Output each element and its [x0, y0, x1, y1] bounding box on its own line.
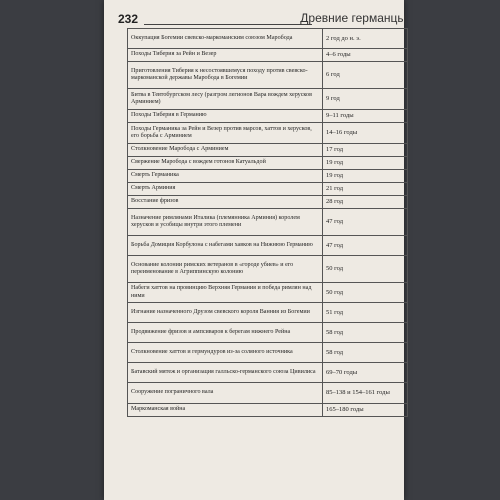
event-cell: Свержение Маробода с вождем готонов Катуальдой	[128, 157, 323, 170]
date-cell: 85–138 и 154–161 годы	[323, 383, 408, 404]
date-cell: 21 год	[323, 183, 408, 196]
date-cell: 4–6 годы	[323, 49, 408, 62]
event-cell: Восстание фризов	[128, 196, 323, 209]
event-cell: Походы Тиберия за Рейн и Везер	[128, 49, 323, 62]
event-cell: Смерть Арминия	[128, 183, 323, 196]
event-cell: Борьба Домиция Корбулона с набегами хавков на Нижнюю Германию	[128, 236, 323, 256]
table-row	[128, 363, 408, 383]
table-row	[128, 256, 408, 283]
table-row	[128, 343, 408, 363]
table-row	[128, 123, 408, 144]
date-cell: 19 год	[323, 170, 408, 183]
event-cell: Маркоманская война	[128, 404, 323, 417]
event-cell: Смерть Германика	[128, 170, 323, 183]
date-cell: 58 год	[323, 343, 408, 363]
event-cell: Назначение римлянами Италика (племянника Арминия) королем херусков и усобицы внутри этого племени	[128, 209, 323, 236]
event-cell: Оккупация Богемии свевско-маркоманским союзом Маробода	[128, 29, 323, 49]
date-cell: 28 год	[323, 196, 408, 209]
event-cell: Столкновение хаттов и гермундуров из-за соляного источника	[128, 343, 323, 363]
table-row	[128, 196, 408, 209]
date-cell: 6 год	[323, 62, 408, 89]
date-cell: 50 год	[323, 283, 408, 303]
date-cell: 51 год	[323, 303, 408, 323]
table-row	[128, 283, 408, 303]
table-row	[128, 183, 408, 196]
table-row	[128, 110, 408, 123]
event-cell: Походы Германика за Рейн и Везер против марсов, хаттов и херусков, его борьба с Арминием	[128, 123, 323, 144]
table-row	[128, 170, 408, 183]
event-cell: Набеги хаттов на провинцию Верхняя Германия и победа римлян над ними	[128, 283, 323, 303]
date-cell: 69–70 годы	[323, 363, 408, 383]
page-header	[118, 10, 404, 30]
table-row	[128, 404, 408, 417]
date-cell: 9 год	[323, 89, 408, 110]
book-page	[104, 0, 404, 500]
table-row	[128, 236, 408, 256]
table-row	[128, 323, 408, 343]
table-row	[128, 62, 408, 89]
event-cell: Походы Тиберия в Германию	[128, 110, 323, 123]
table-row	[128, 49, 408, 62]
table-row	[128, 383, 408, 404]
date-cell: 14–16 годы	[323, 123, 408, 144]
date-cell: 9–11 годы	[323, 110, 408, 123]
header-rule	[144, 24, 312, 25]
event-cell: Столкновение Маробода с Арминием	[128, 144, 323, 157]
page-number: 232	[118, 12, 139, 26]
event-cell: Битва в Тевтобургском лесу (разгром легионов Вара вождем херусков Арминием)	[128, 89, 323, 110]
table-row	[128, 29, 408, 49]
date-cell: 47 год	[323, 209, 408, 236]
event-cell: Продвижение фризов и ампсиваров к берегам нижнего Рейна	[128, 323, 323, 343]
chronology-rows	[128, 29, 408, 417]
date-cell: 165–180 годы	[323, 404, 408, 417]
running-title: Древние германцы	[300, 11, 406, 25]
event-cell: Приготовления Тиберия к несостоявшемуся походу против свевско-маркоманской державы Маробода в Богемии	[128, 62, 323, 89]
chronology-table	[127, 28, 408, 417]
event-cell: Сооружение пограничного вала	[128, 383, 323, 404]
date-cell: 47 год	[323, 236, 408, 256]
date-cell: 19 год	[323, 157, 408, 170]
date-cell: 58 год	[323, 323, 408, 343]
event-cell: Основание колонии римских ветеранов в «городе убиев» и его переименование в Агриппинскую колонию	[128, 256, 323, 283]
date-cell: 50 год	[323, 256, 408, 283]
event-cell: Батавский мятеж и организация галльско-германского союза Цивилиса	[128, 363, 323, 383]
table-row	[128, 89, 408, 110]
date-cell: 2 год до н. э.	[323, 29, 408, 49]
table-row	[128, 303, 408, 323]
table-row	[128, 209, 408, 236]
table-row	[128, 144, 408, 157]
table-row	[128, 157, 408, 170]
event-cell: Изгнание назначенного Друзом свевского короля Ванния из Богемии	[128, 303, 323, 323]
date-cell: 17 год	[323, 144, 408, 157]
